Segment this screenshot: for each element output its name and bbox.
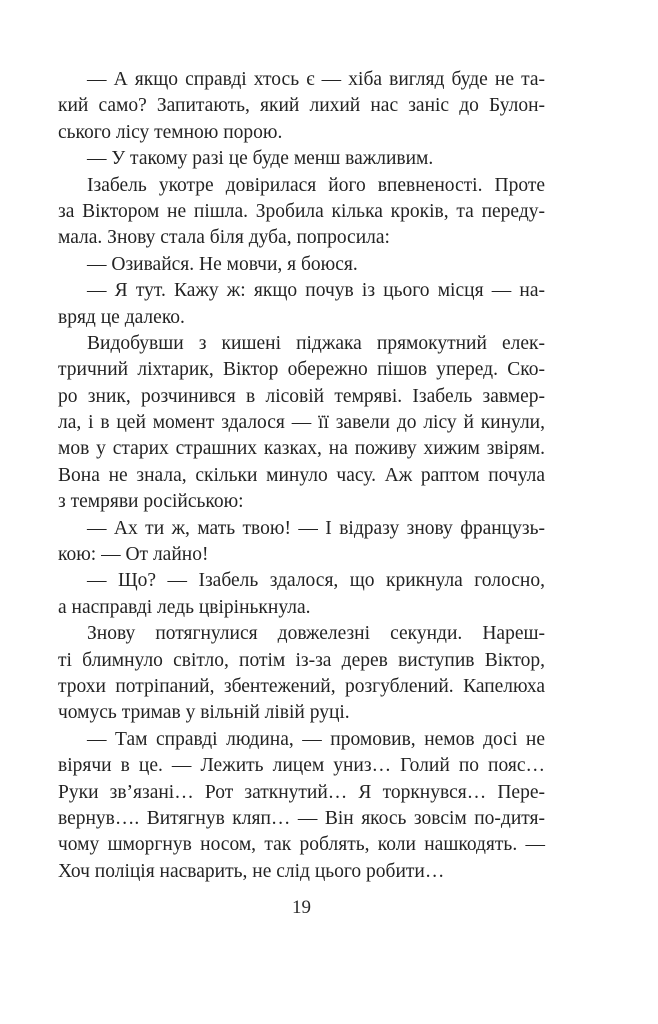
- text-line: ла, і в цей момент здалося — її завели до лісу й кинули,: [58, 412, 545, 434]
- text-line: — У такому разі це буде менш важливим.: [87, 148, 434, 170]
- text-line: вряд це далеко.: [58, 306, 185, 328]
- text-line: а насправді ледь цвірінькнула.: [58, 596, 311, 618]
- text-line: — Озивайся. Не мовчи, я боюся.: [87, 253, 358, 275]
- text-line: з темряви російською:: [58, 491, 244, 513]
- text-line: Ізабель укотре довірилася його впевненості. Проте: [87, 174, 545, 196]
- text-line: Знову потягнулися довжелезні секунди. Нареш-: [87, 623, 545, 645]
- text-line: — Ах ти ж, мать твою! — І відразу знову французь-: [87, 517, 545, 539]
- page-number: 19: [292, 897, 311, 918]
- text-line: — А якщо справді хтось є — хіба вигляд буде не та-: [87, 69, 545, 90]
- text-line: за Віктором не пішла. Зробила кілька кроків, та переду-: [58, 200, 545, 222]
- text-line: мов у старих страшних казках, на поживу хижим звірям.: [58, 438, 545, 460]
- text-line: ро зник, розчинився в лісовій темряві. Ізабель завмер-: [58, 385, 545, 407]
- text-line: мала. Знову стала біля дуба, попросила:: [58, 227, 390, 249]
- text-line: чомусь тримав у вільній лівій руці.: [58, 702, 350, 724]
- text-block: [58, 67, 545, 885]
- text-line: — Я тут. Кажу ж: якщо почув із цього місця — на-: [87, 280, 545, 302]
- text-line: вірячи в це. — Лежить лицем униз… Голий по пояс…: [58, 755, 545, 777]
- text-line: вернув…. Витягнув кляп… — Він якось зовсім по-дитя-: [58, 807, 545, 829]
- text-line: — Там справді людина, — промовив, немов досі не: [87, 728, 545, 750]
- text-line: чому шморгнув носом, так роблять, коли нашкодять. —: [58, 834, 545, 856]
- text-line: ського лісу темною порою.: [58, 121, 283, 143]
- text-line: кою: — От лайно!: [58, 544, 209, 566]
- text-line: — Що? — Ізабель здалося, що крикнула голосно,: [87, 570, 545, 592]
- text-line: Вона не знала, скільки минуло часу. Аж раптом почула: [58, 464, 545, 486]
- text-line: Руки зв’язані… Рот заткнутий… Я торкнувся… Пере-: [58, 781, 545, 803]
- text-line: кий само? Запитають, який лихий нас заніс до Булон-: [58, 95, 545, 117]
- text-line: тричний ліхтарик, Віктор обережно пішов уперед. Ско-: [58, 359, 545, 381]
- text-line: ті блимнуло світло, потім із-за дерев виступив Віктор,: [58, 649, 545, 671]
- text-line: трохи потріпаний, збентежений, розгублений. Капелюха: [58, 675, 545, 697]
- text-line: Видобувши з кишені піджака прямокутний елек-: [87, 332, 545, 354]
- text-line: Хоч поліція насварить, не слід цього робити…: [58, 860, 445, 882]
